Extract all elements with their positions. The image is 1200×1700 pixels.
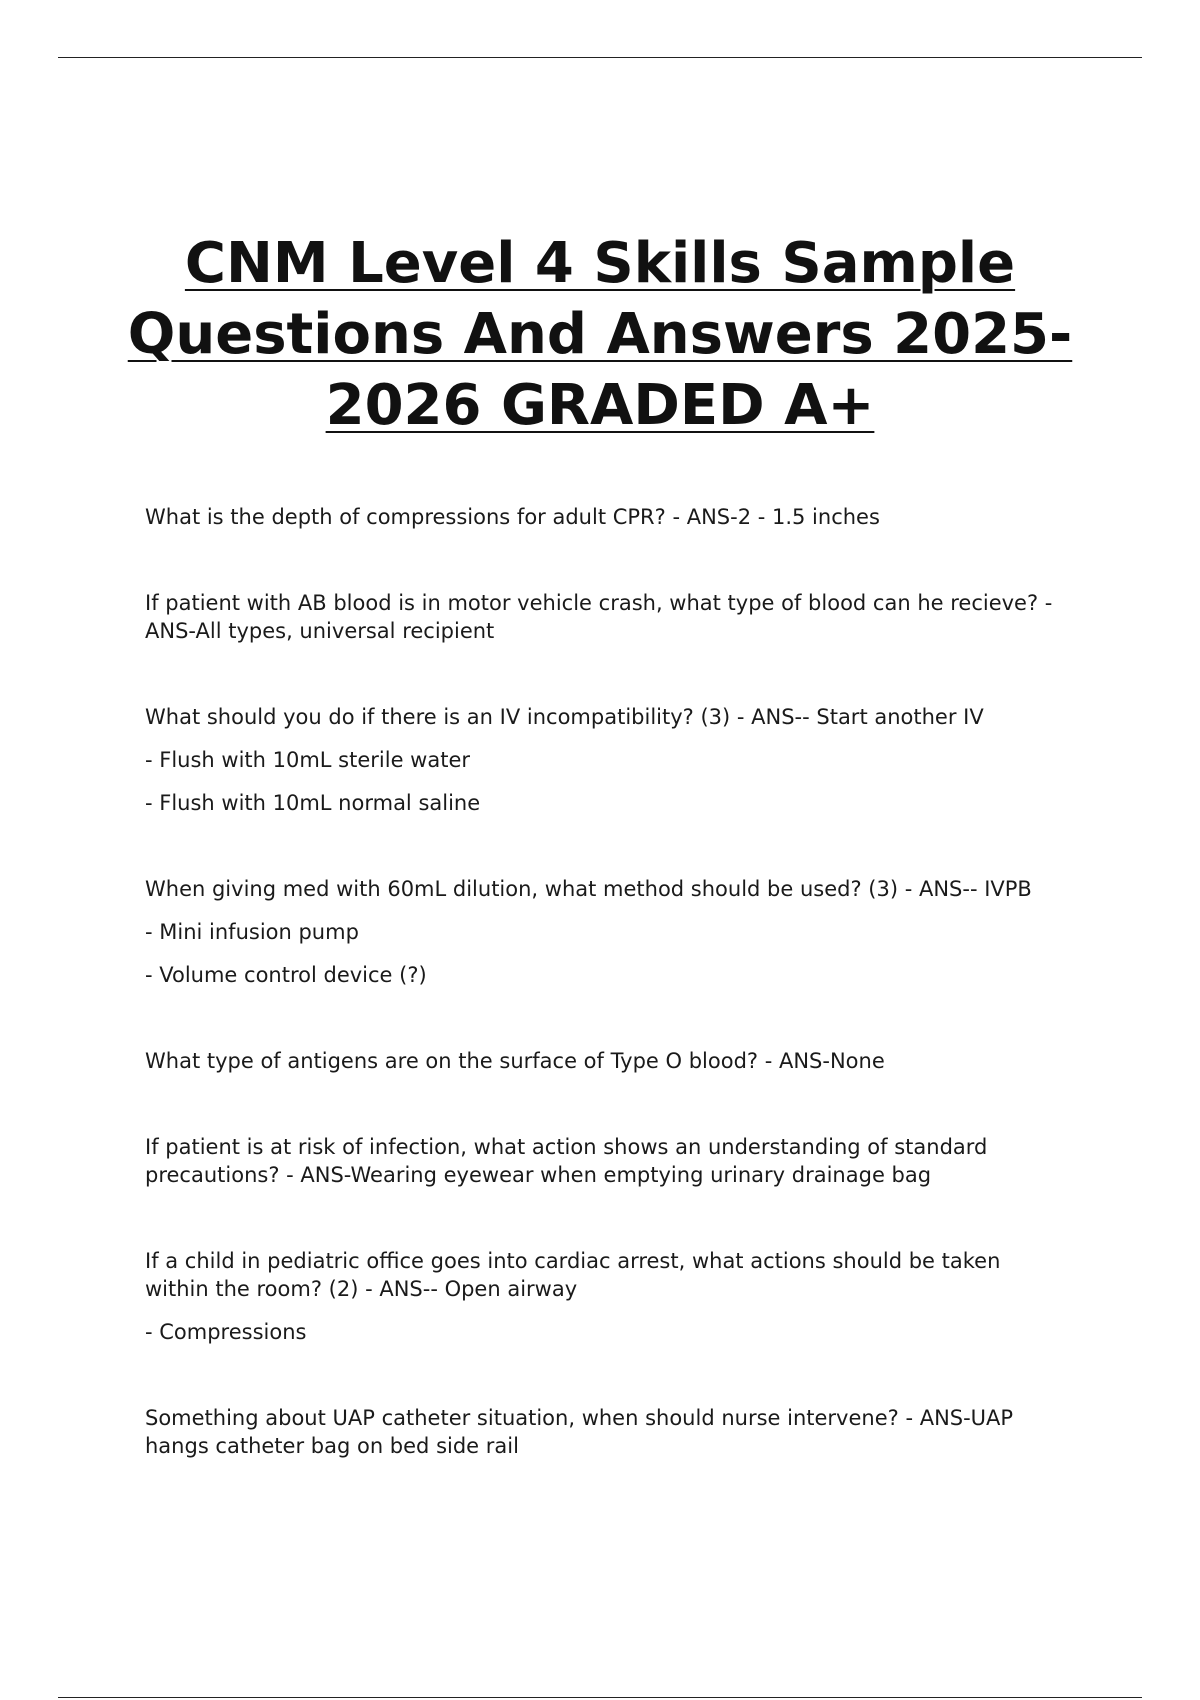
qa-list [145, 503, 1055, 1518]
qa-text: If a child in pediatric office goes into cardiac arrest, what actions should be taken within the room? (2) - ANS-- Open airway [145, 1249, 1001, 1301]
qa-item [145, 503, 1055, 531]
document-title-text: CNM Level 4 Skills Sample Questions And Answers 2025-2026 GRADED A+ [127, 231, 1073, 438]
qa-item [145, 703, 1055, 817]
qa-sub-point: - Flush with 10mL normal saline [145, 791, 481, 815]
qa-text: What should you do if there is an IV incompatibility? (3) - ANS-- Start another IV [145, 705, 984, 729]
qa-sub-point: - Compressions [145, 1320, 307, 1344]
footer-rule [58, 1697, 1142, 1698]
qa-text: If patient with AB blood is in motor vehicle crash, what type of blood can he recieve? - ANS-All types, universal recipient [145, 591, 1053, 643]
qa-item [145, 875, 1055, 989]
qa-item [145, 1247, 1055, 1346]
qa-text: What type of antigens are on the surface of Type O blood? - ANS-None [145, 1049, 885, 1073]
document-title [100, 228, 1100, 441]
qa-sub-point: - Mini infusion pump [145, 920, 359, 944]
qa-item [145, 1404, 1055, 1460]
qa-text: Something about UAP catheter situation, when should nurse intervene? - ANS-UAP hangs catheter bag on bed side rail [145, 1406, 1014, 1458]
qa-item [145, 1133, 1055, 1189]
qa-text: What is the depth of compressions for adult CPR? - ANS-2 - 1.5 inches [145, 505, 880, 529]
qa-item [145, 1047, 1055, 1075]
qa-item [145, 589, 1055, 645]
qa-sub-point: - Flush with 10mL sterile water [145, 748, 471, 772]
header-rule [58, 57, 1142, 58]
qa-sub-point: - Volume control device (?) [145, 963, 427, 987]
qa-text: When giving med with 60mL dilution, what method should be used? (3) - ANS-- IVPB [145, 877, 1032, 901]
qa-text: If patient is at risk of infection, what action shows an understanding of standard precautions? - ANS-Wearing eyewear when emptying urinary drainage bag [145, 1135, 988, 1187]
